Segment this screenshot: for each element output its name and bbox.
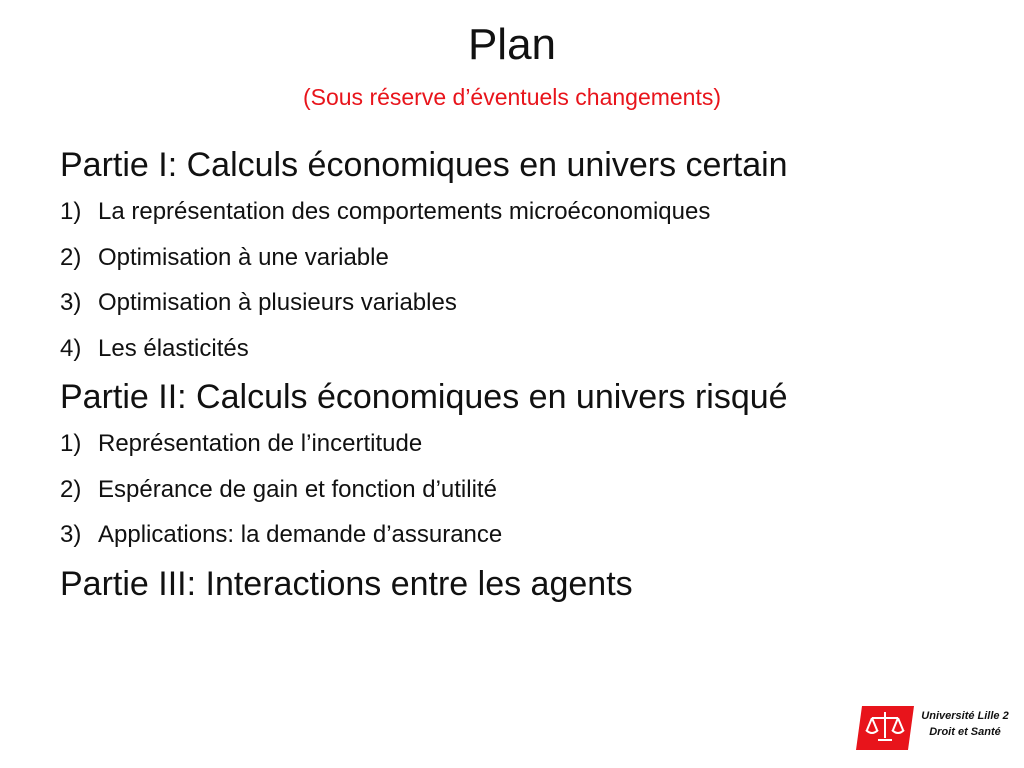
list-item xyxy=(60,326,980,372)
part-heading: Partie III: Interactions entre les agents xyxy=(60,564,633,603)
list-item xyxy=(60,280,980,326)
logo-text xyxy=(918,708,1012,740)
part-heading: Partie II: Calculs économiques en univers risqué xyxy=(60,378,788,416)
university-logo xyxy=(856,700,1012,752)
part-2-list xyxy=(60,421,980,558)
plan-content xyxy=(60,143,980,606)
logo-line-university: Université Lille 2 xyxy=(921,710,1009,722)
part-heading: Partie I: Calculs économiques en univers certain xyxy=(60,146,788,184)
list-item xyxy=(60,235,980,281)
list-item xyxy=(60,512,980,558)
item-number: 3) xyxy=(60,289,82,316)
item-number: 2) xyxy=(60,243,82,271)
item-text: Les élasticités xyxy=(98,334,249,362)
item-number: 4) xyxy=(60,334,82,362)
item-number: 1) xyxy=(60,430,82,457)
item-text: Espérance de gain et fonction d’utilité xyxy=(98,475,497,503)
item-text: Optimisation à une variable xyxy=(98,243,389,271)
slide-subtitle: (Sous réserve d’éventuels changements) xyxy=(302,84,722,110)
item-text: Représentation de l’incertitude xyxy=(98,430,423,457)
list-item xyxy=(60,467,980,513)
item-number: 1) xyxy=(60,198,82,225)
item-number: 2) xyxy=(60,475,82,503)
list-item xyxy=(60,189,980,235)
item-number: 3) xyxy=(60,521,82,548)
list-item xyxy=(60,421,980,467)
part-1-list xyxy=(60,189,980,371)
item-text: Applications: la demande d’assurance xyxy=(98,521,503,548)
slide-title: Plan xyxy=(467,20,557,69)
item-text: Optimisation à plusieurs variables xyxy=(98,289,457,316)
scales-of-justice-icon xyxy=(856,704,914,750)
item-text: La représentation des comportements microéconomiques xyxy=(98,198,711,225)
logo-line-faculty: Droit et Santé xyxy=(929,726,1001,738)
